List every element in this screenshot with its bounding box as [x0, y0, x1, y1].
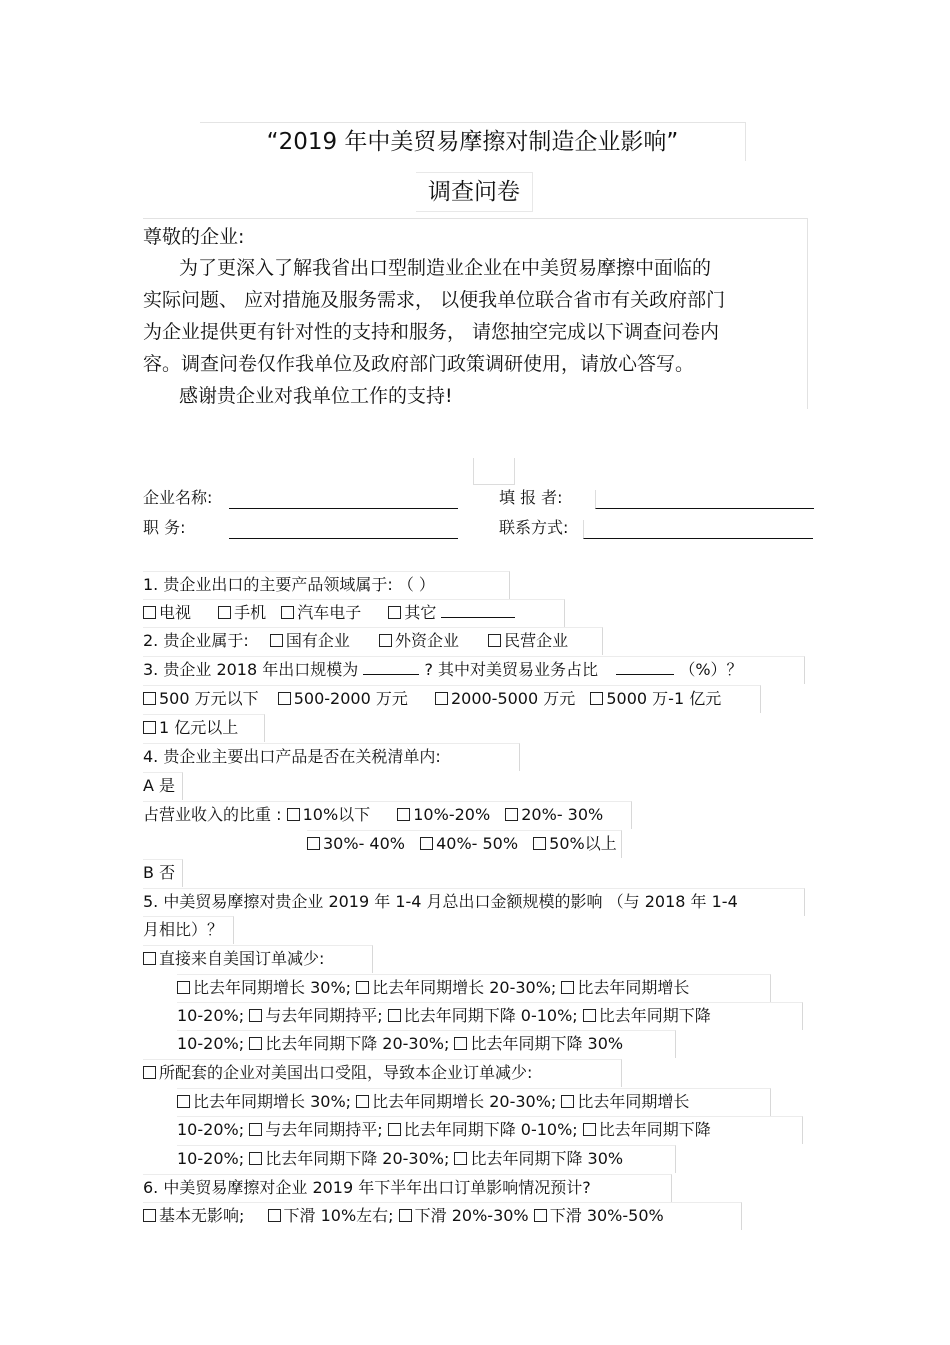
thanks-line: 感谢贵企业对我单位工作的支持!	[179, 385, 453, 407]
option-ratio-5[interactable]: 40%- 50%	[420, 834, 518, 853]
q5-chain-row-2: 10-20%; 与去年同期持平; 比去年同期下降 0-10%; 比去年同期下降	[177, 1116, 803, 1144]
option-decrease-10-20[interactable]: 比去年同期下降	[583, 1006, 711, 1025]
checkbox-icon	[454, 1037, 467, 1050]
option-decrease-30[interactable]: 比去年同期下降 30%	[454, 1034, 623, 1053]
option-ratio-1[interactable]: 10%以下	[287, 805, 371, 824]
option-ratio-2[interactable]: 10%-20%	[397, 805, 490, 824]
option-decrease-0-10[interactable]: 比去年同期下降 0-10%;	[388, 1006, 578, 1025]
filler-label: 填 报 者:	[499, 488, 563, 507]
q5-chain-row-3: 10-20%; 比去年同期下降 20-30%; 比去年同期下降 30%	[177, 1145, 676, 1173]
checkbox-icon	[249, 1009, 262, 1022]
salutation: 尊敬的企业:	[143, 226, 245, 248]
question-3: 3. 贵企业 2018 年出口规模为 ? 其中对美贸易业务占比 （%）？	[143, 656, 805, 684]
checkbox-icon	[435, 692, 448, 705]
q6-options	[143, 1202, 742, 1230]
checkbox-icon	[143, 1066, 156, 1079]
q5-sub-direct[interactable]: 直接来自美国订单减少:	[143, 945, 373, 973]
question-2: 2. 贵企业属于: 国有企业 外资企业 民营企业	[143, 627, 603, 655]
option-ratio-3[interactable]: 20%- 30%	[505, 805, 603, 824]
question-1: 1. 贵企业出口的主要产品领域属于: （ ）	[143, 571, 510, 599]
option-flat[interactable]: 与去年同期持平;	[249, 1120, 382, 1139]
option-increase-10-20[interactable]: 比去年同期增长	[561, 1092, 689, 1111]
checkbox-icon	[143, 721, 156, 734]
checkbox-icon	[268, 1209, 281, 1222]
option-ratio-4[interactable]: 30%- 40%	[307, 834, 405, 853]
position-label: 职 务:	[143, 518, 186, 537]
checkbox-icon	[356, 981, 369, 994]
option-other[interactable]: 其它	[388, 603, 436, 622]
option-increase-20-30[interactable]: 比去年同期增长 20-30%;	[356, 978, 556, 997]
checkbox-icon	[177, 981, 190, 994]
checkbox-icon	[379, 634, 392, 647]
option-scale-4[interactable]: 5000 万-1 亿元	[590, 689, 721, 708]
checkbox-icon	[488, 634, 501, 647]
checkbox-icon	[270, 634, 283, 647]
checkbox-icon	[177, 1095, 190, 1108]
checkbox-icon	[307, 837, 320, 850]
checkbox-icon	[278, 692, 291, 705]
letter-line: 实际问题、 应对措施及服务需求， 以便我单位联合省市有关政府部门	[143, 289, 726, 311]
checkbox-icon	[388, 606, 401, 619]
intro-letter	[143, 218, 808, 409]
checkbox-icon	[420, 837, 433, 850]
q5-chain-row-1	[177, 1088, 771, 1116]
us-share-blank[interactable]	[616, 660, 674, 675]
question-6: 6. 中美贸易摩擦对企业 2019 年下半年出口订单影响情况预计?	[143, 1174, 672, 1202]
checkbox-icon	[399, 1209, 412, 1222]
option-auto-electronics[interactable]: 汽车电子	[281, 603, 361, 622]
q5-direct-row-1	[177, 974, 771, 1002]
letter-line: 为了更深入了解我省出口型制造业企业在中美贸易摩擦中面临的	[179, 257, 712, 279]
checkbox-icon	[454, 1152, 467, 1165]
letter-line: 为企业提供更有针对性的支持和服务， 请您抽空完成以下调查问卷内	[143, 321, 720, 343]
checkbox-icon	[218, 606, 231, 619]
option-decrease-30[interactable]: 比去年同期下降 30%	[454, 1149, 623, 1168]
checkbox-icon	[281, 606, 294, 619]
checkbox-icon	[397, 808, 410, 821]
survey-title: “2019 年中美贸易摩擦对制造企业影响”	[200, 122, 746, 161]
option-state-owned[interactable]: 国有企业	[270, 631, 350, 650]
contact-label: 联系方式:	[499, 518, 569, 537]
question-5-cont: 月相比）？	[143, 916, 234, 944]
option-scale-3[interactable]: 2000-5000 万元	[435, 689, 575, 708]
contact-field[interactable]	[583, 520, 813, 539]
checkbox-icon	[561, 981, 574, 994]
option-tv[interactable]: 电视	[143, 603, 191, 622]
checkbox-icon	[583, 1123, 596, 1136]
q5-direct-row-3: 10-20%; 比去年同期下降 20-30%; 比去年同期下降 30%	[177, 1030, 676, 1058]
checkbox-icon	[249, 1037, 262, 1050]
checkbox-icon	[143, 692, 156, 705]
option-decrease-20-30[interactable]: 比去年同期下降 20-30%;	[249, 1149, 449, 1168]
survey-subtitle: 调查问卷	[416, 172, 533, 212]
question-5: 5. 中美贸易摩擦对贵企业 2019 年 1-4 月总出口金额规模的影响 （与 2018 年 1-4	[143, 888, 805, 916]
checkbox-icon	[287, 808, 300, 821]
checkbox-icon	[561, 1095, 574, 1108]
q1-options	[143, 599, 565, 627]
checkbox-icon	[533, 837, 546, 850]
option-private[interactable]: 民营企业	[488, 631, 568, 650]
checkbox-icon	[249, 1123, 262, 1136]
q5-sub-supply-chain[interactable]: 所配套的企业对美国出口受阻，导致本企业订单减少:	[143, 1059, 622, 1087]
q4-ratio-row-1: 占营业收入的比重 : 10%以下 10%-20% 20%- 30%	[143, 801, 632, 829]
checkbox-icon	[143, 606, 156, 619]
q3-options-2	[143, 714, 265, 742]
letter-line: 容。调查问卷仅作我单位及政府部门政策调研使用，请放心答写。	[143, 353, 695, 375]
checkbox-icon	[388, 1009, 401, 1022]
option-increase-10-20[interactable]: 比去年同期增长	[561, 978, 689, 997]
checkbox-icon	[505, 808, 518, 821]
checkbox-icon	[356, 1095, 369, 1108]
option-decrease-0-10[interactable]: 比去年同期下降 0-10%;	[388, 1120, 578, 1139]
q5-direct-row-2: 10-20%; 与去年同期持平; 比去年同期下降 0-10%; 比去年同期下降	[177, 1002, 803, 1030]
option-foreign[interactable]: 外资企业	[379, 631, 459, 650]
option-no-impact[interactable]: 基本无影响;	[143, 1206, 244, 1225]
checkbox-icon	[143, 952, 156, 965]
option-scale-2[interactable]: 500-2000 万元	[278, 689, 408, 708]
option-decline-10[interactable]: 下滑 10%左右;	[268, 1206, 394, 1225]
checkbox-icon	[534, 1209, 547, 1222]
option-flat[interactable]: 与去年同期持平;	[249, 1006, 382, 1025]
option-scale-1[interactable]: 500 万元以下	[143, 689, 259, 708]
option-decline-20-30[interactable]: 下滑 20%-30%	[399, 1206, 529, 1225]
q3-options	[143, 685, 761, 713]
company-name-field[interactable]	[229, 490, 458, 509]
option-increase-30[interactable]: 比去年同期增长 30%;	[177, 1092, 351, 1111]
checkbox-icon	[249, 1152, 262, 1165]
q4-ratio-row-2	[307, 830, 622, 858]
question-4: 4. 贵企业主要出口产品是否在关税清单内:	[143, 743, 520, 771]
option-decrease-10-20[interactable]: 比去年同期下降	[583, 1120, 711, 1139]
checkbox-icon	[583, 1009, 596, 1022]
decorative-box	[473, 458, 515, 485]
option-ratio-6[interactable]: 50%以上	[533, 834, 617, 853]
option-decrease-20-30[interactable]: 比去年同期下降 20-30%;	[249, 1034, 449, 1053]
checkbox-icon	[590, 692, 603, 705]
checkbox-icon	[143, 1209, 156, 1222]
q4-option-b[interactable]: B 否	[143, 859, 183, 887]
checkbox-icon	[388, 1123, 401, 1136]
position-field[interactable]	[229, 520, 458, 539]
option-decline-30-50[interactable]: 下滑 30%-50%	[534, 1206, 664, 1225]
option-phone[interactable]: 手机	[218, 603, 266, 622]
option-increase-30[interactable]: 比去年同期增长 30%;	[177, 978, 351, 997]
other-blank[interactable]	[441, 603, 515, 618]
option-increase-20-30[interactable]: 比去年同期增长 20-30%;	[356, 1092, 556, 1111]
option-scale-5[interactable]: 1 亿元以上	[143, 718, 238, 737]
filler-field[interactable]	[595, 490, 814, 509]
export-scale-blank[interactable]	[363, 660, 419, 675]
q4-option-a[interactable]: A 是	[143, 772, 183, 800]
company-name-label: 企业名称:	[143, 488, 213, 507]
